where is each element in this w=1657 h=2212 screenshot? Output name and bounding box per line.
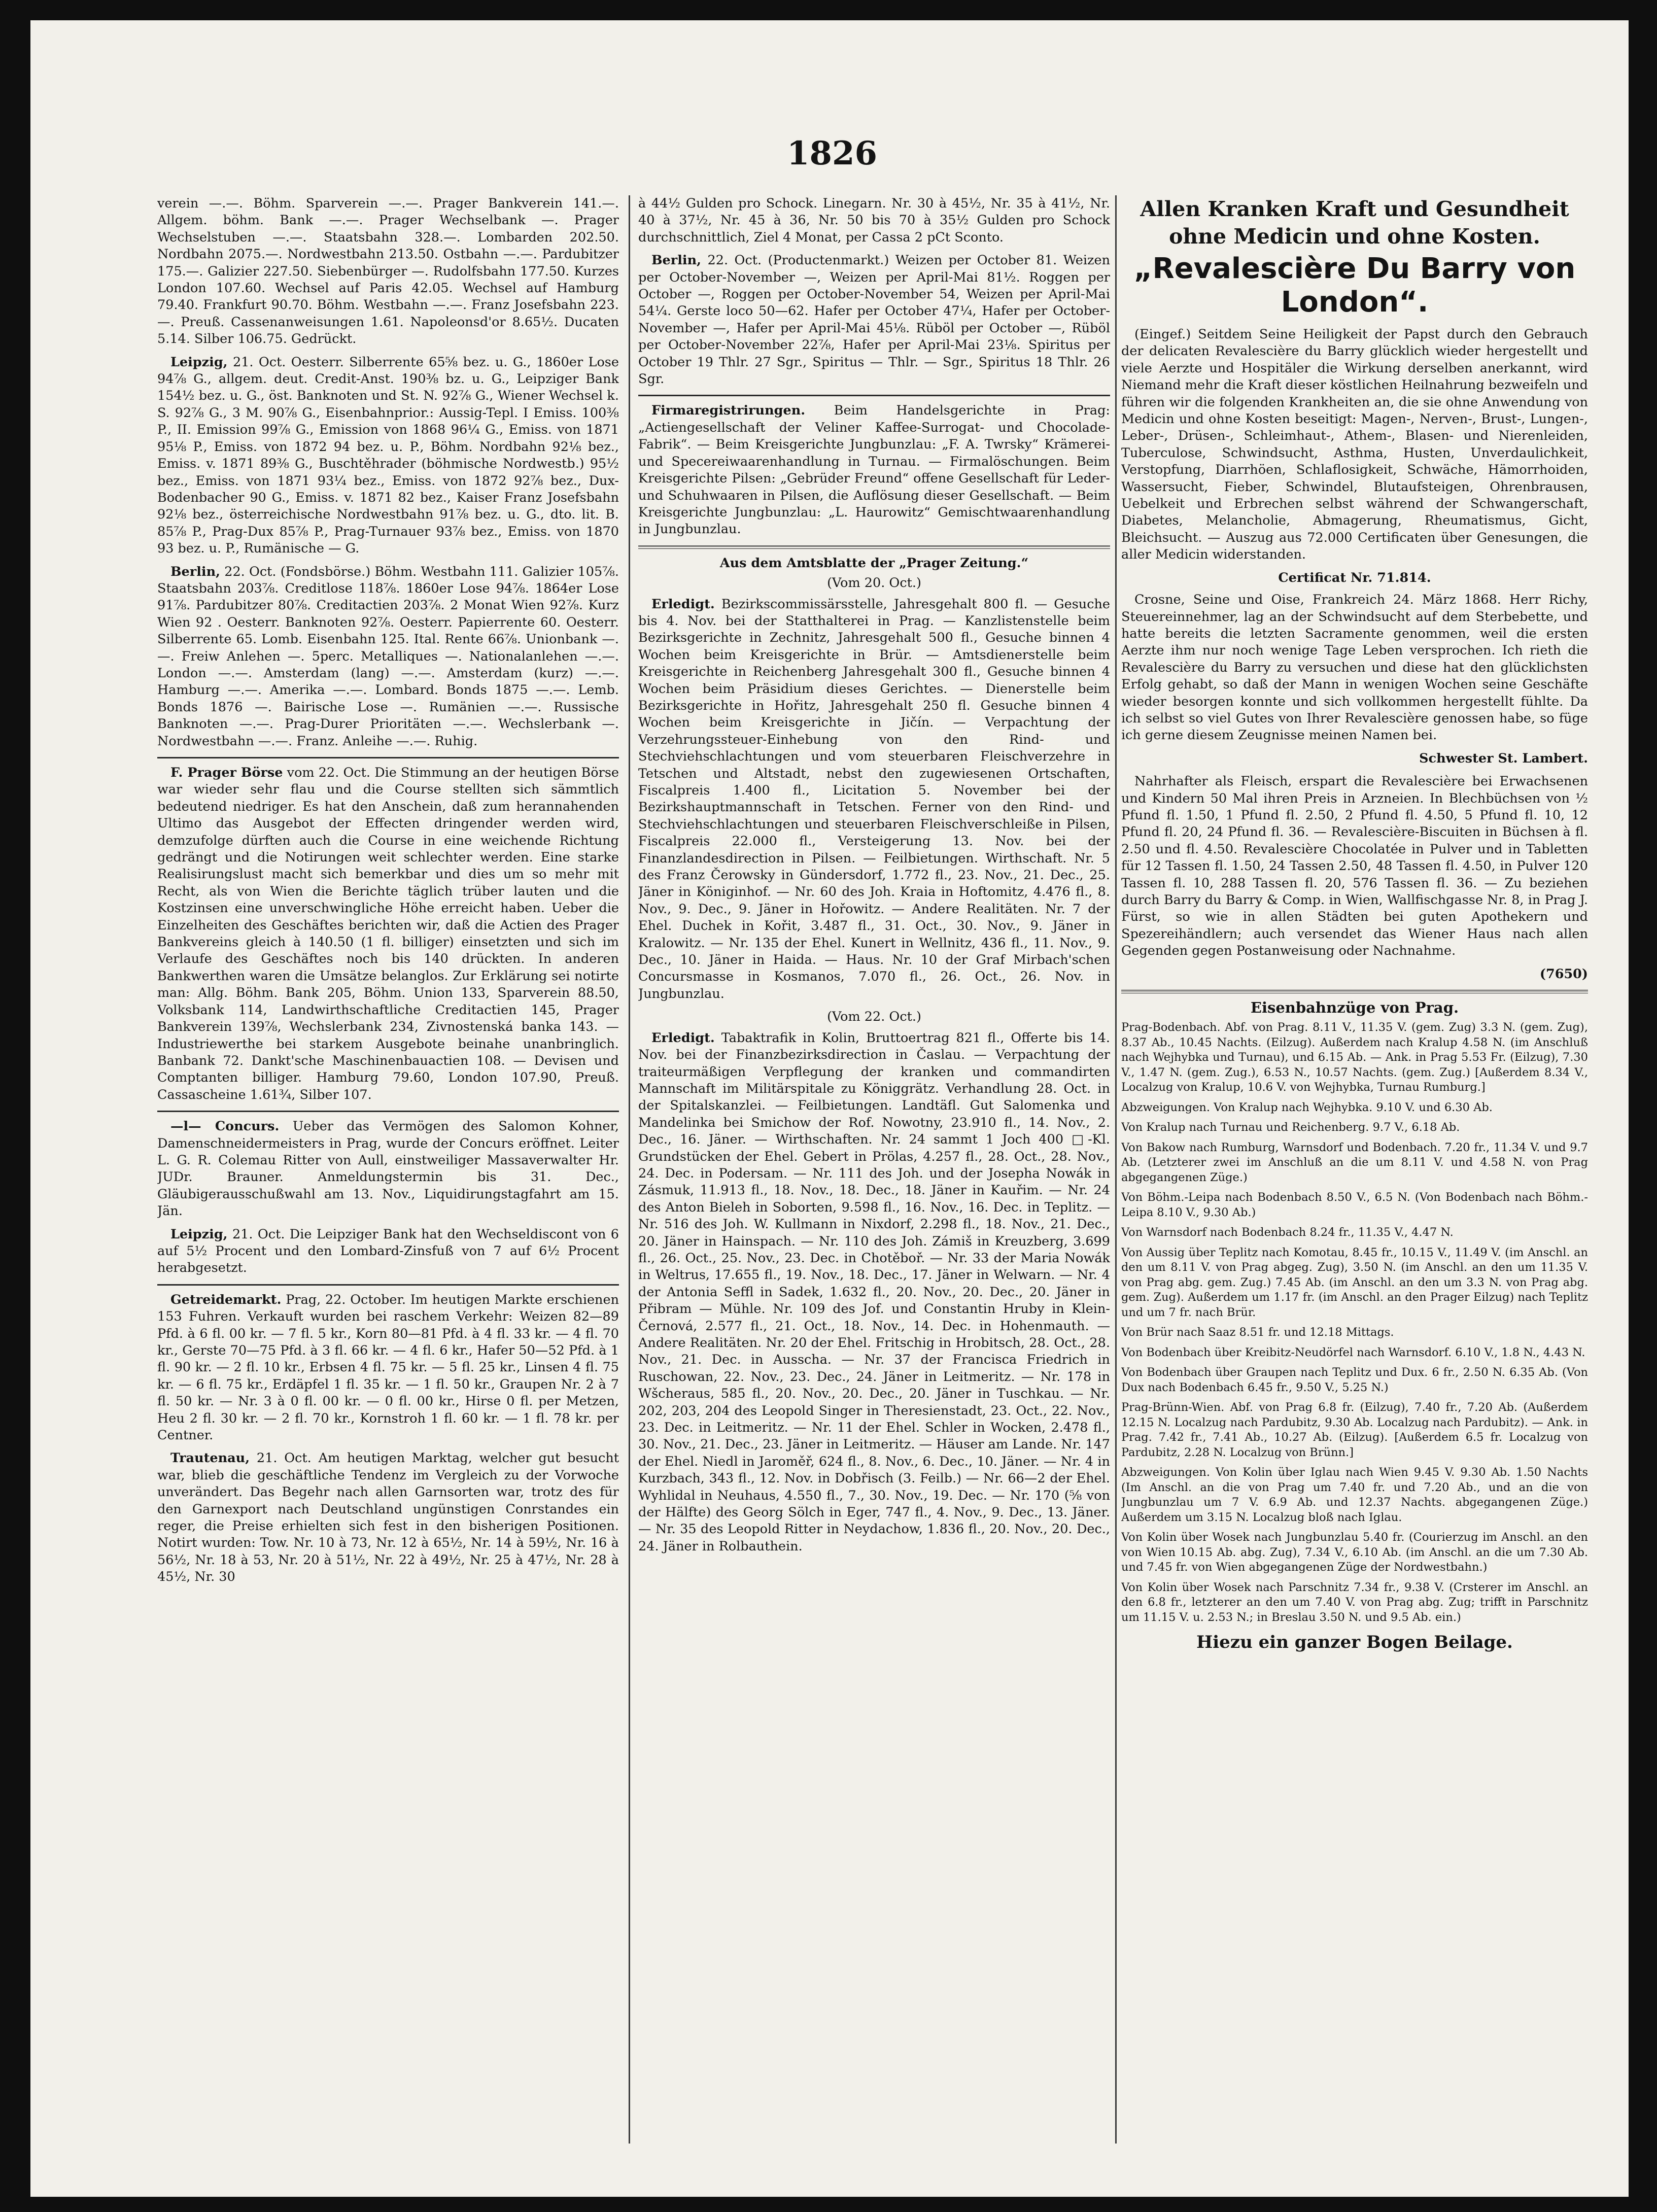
trautenau-text: 21. Oct. Am heutigen Marktag, welcher gut besucht war, blieb die geschäftliche Tendenz im Vergleich zu der Vorwoche unverändert. Das Begehr nach allen Garnsorten war, trotz des für den Garnexport nach Deutschland ungünstigen Conrstandes ein reger, die Preise erhielten sich fest in den bisherigen Positionen. Notirt wurden: Tow. Nr. 10 à 73, Nr. 12 à 65½, Nr. 14 à 59½, Nr. 16 à 56½, Nr. 18 à 53, Nr. 20 à 51½, Nr. 22 à 49½, Nr. 25 à 47½, Nr. 28 à 45½, Nr. 30 bbox=[157, 1450, 619, 1585]
train-line: Von Kralup nach Turnau und Reichenberg. 9.7 V., 6.18 Ab. bbox=[1121, 1121, 1460, 1134]
leipzig2-text: 21. Oct. Die Leipziger Bank hat den Wechseldiscont von 6 auf 5½ Procent und den Lombard-Zinsfuß von 7 auf 6½ Procent herabgesetzt. bbox=[157, 1226, 619, 1276]
page-number: 1826 bbox=[786, 134, 878, 172]
train-line: Von Warnsdorf nach Bodenbach 8.24 fr., 11.35 V., 4.47 N. bbox=[1121, 1226, 1454, 1239]
train-line: Von Bodenbach über Graupen nach Teplitz und Dux. 6 fr., 2.50 N. 6.35 Ab. (Von Dux nach Bodenbach 6.45 fr., 9.50 V., 5.25 N.) bbox=[1121, 1366, 1588, 1394]
advert-brand-title: „Revalescière Du Barry von London“. bbox=[1133, 252, 1576, 319]
official-gazette-heading: Aus dem Amtsblatte der „Prager Zeitung.“ bbox=[719, 555, 1029, 571]
divider bbox=[157, 757, 619, 758]
vienna-exchange-report: verein —.—. Böhm. Sparverein —.—. Prager Bankverein 141.—. Allgem. böhm. Bank —.—. Prager Wechselbank —. Prager Wechselstuben —.—. Staatsbahn 328.—. Lombarden 202.50. Nordbahn 2075.—. Nordwestbahn 213.50. Ostbahn —.—. Pardubitzer 175.—. Galizier 227.50. Siebenbürger —. Rudolfsbahn 177.50. Kurzes London 107.60. Wechsel auf Paris 42.05. Wechsel auf Hamburg 79.40. Frankfurt 90.70. Böhm. Westbahn —.—. Franz Josefsbahn 223.—. Preuß. Cassenanweisungen 1.61. Napoleonsd'or 8.65½. Ducaten 5.14. Silber 106.75. Gedrückt. bbox=[157, 196, 619, 347]
berlin-exchange-report bbox=[157, 564, 619, 750]
advert-prices: Nahrhafter als Fleisch, erspart die Revalescière bei Erwachsenen und Kindern 50 Mal ihren Preis in Arzneien. In Blechbüchsen von ½ Pfund fl. 1.50, 1 Pfund fl. 2.50, 2 Pfund fl. 4.50, 5 Pfund fl. 10, 12 Pfund fl. 20, 24 Pfund fl. 36. — Revalescière-Biscuiten in Büchsen à fl. 2.50 und fl. 4.50. Revalescière Chocolatée in Pulver und in Tabletten für 12 Tassen fl. 1.50, 24 Tassen 2.50, 48 Tassen fl. 4.50, in Pulver 120 Tassen fl. 10, 288 Tassen fl. 20, 576 Tassen fl. 36. — Zu beziehen durch Barry du Barry & Comp. in Wien, Wallfischgasse Nr. 8, in Prag J. Fürst, so wie in allen Städten bei guten Apothekern und Spezereihändlern; auch versendet das Wiener Haus nach allen Gegenden gegen Postanweisung oder Nachnahme. bbox=[1121, 774, 1588, 959]
trautenau-lead: Trautenau, bbox=[170, 1450, 250, 1466]
concurs-lead: —l— Concurs. bbox=[170, 1119, 280, 1134]
berlin-lead: Berlin, bbox=[170, 564, 221, 579]
column-finance bbox=[157, 195, 619, 2144]
advert-certificate-number: Certificat Nr. 71.814. bbox=[1278, 570, 1431, 585]
berlin-produce-report bbox=[638, 252, 1110, 388]
vacancies-lead-1: Erledigt. bbox=[651, 596, 715, 612]
concurs-notice bbox=[157, 1118, 619, 1220]
vacancies-lead-2: Erledigt. bbox=[651, 1030, 715, 1046]
advert-headline: Allen Kranken Kraft und Gesundheit ohne Medicin und ohne Kosten. bbox=[1140, 197, 1569, 249]
firm-text: Beim Handelsgerichte in Prag: „Actiengesellschaft der Veliner Kaffee-Surrogat- und Chocolade-Fabrik“. — Beim Kreisgerichte Jungbunzlau: „F. A. Twrsky“ Krämerei- und Specereiwaarenhandlung in Turnau. — Firmalöschungen. Beim Kreisgerichte Pilsen: „Gebrüder Freund“ offene Gesellschaft für Leder- und Schuhwaaren in Pilsen, die Auflösung dieser Gesellschaft. — Beim Kreisgerichte Jungbunzlau: „L. Haurowitz“ Gemischtwaarenhandlung in Jungbunzlau. bbox=[638, 403, 1110, 537]
grain-lead: Getreidemarkt. bbox=[170, 1292, 282, 1307]
train-line: Abzweigungen. Von Kralup nach Wejhybka. 9.10 V. und 6.30 Ab. bbox=[1121, 1100, 1493, 1114]
concurs-text: Ueber das Vermögen des Salomon Kohner, Damenschneidermeisters in Prag, wurde der Concurs eröffnet. Leiter L. G. R. Colemau Ritter von Aull, einstweiliger Massaverwalter Hr. JUDr. Brauner. Anmeldungstermin bis 31. Dec., Gläubigerausschußwahl am 13. Nov., Liquidirungstagfahrt am 15. Jän. bbox=[157, 1119, 619, 1219]
prague-exchange-report bbox=[157, 765, 619, 1103]
leipzig-exchange-report bbox=[157, 354, 619, 558]
train-line: Prag-Bodenbach. Abf. von Prag. 8.11 V., 11.35 V. (gem. Zug) 3.3 N. (gem. Zug), 8.37 Ab., 10.45 Nachts. (Eilzug). Außerdem nach Kralup 4.58 N. (im Anschluß nach Wejhybka und Turnau), und 6.15 Ab. — Ank. in Prag 5.53 Fr. (Eilzug), 7.30 V., 1.47 N. (gem. Zug.), 6.53 N., 10.57 Nachts. (gem. Zug.) [Außerdem 8.34 V., Localzug von Kralup, 10.6 V. von Wejhybka, Turnau Rumburg.] bbox=[1121, 1021, 1588, 1094]
train-line: Von Brür nach Saaz 8.51 fr. und 12.18 Mittags. bbox=[1121, 1326, 1394, 1339]
column-rule bbox=[629, 195, 630, 2144]
divider bbox=[157, 1284, 619, 1286]
firm-lead: Firmaregistrirungen. bbox=[651, 403, 806, 419]
firm-registrations bbox=[638, 402, 1110, 538]
train-line: Von Aussig über Teplitz nach Komotau, 8.45 fr., 10.15 V., 11.49 V. (im Anschl. an den um 8.11 V. von Prag abgeg. Zug), 3.50 N. (im Anschl. an den um 11.35 V. von Prag abg. gem. Zug.) 7.45 Ab. (im Anschl. an den um 3.3 N. von Prag abg. gem. Zug). Außerdem um 1.17 fr. (im Anschl. an den Prager Eilzug) nach Teplitz und um 7 fr. nach Brür. bbox=[1121, 1246, 1588, 1319]
column-markets-official bbox=[638, 195, 1110, 2144]
prague-text: vom 22. Oct. Die Stimmung an der heutigen Börse war wieder sehr flau und die Course stellten sich sämmtlich bedeutend niedriger. Es hat den Anschein, daß zum herannahenden Ultimo das Ausgebot der Effecten dringender werden wird, demzufolge dürften auch die Course in eine weichende Richtung gedrängt und die Notirungen weit schlechter werden. Eine starke Realisirungslust macht sich bemerkbar und dies um so mehr mit Recht, als von Wien die Berichte täglich trüber lauten und die Kostzinsen eine unverschwingliche Höhe erreicht haben. Ueber die Einzelheiten des Geschäftes berichten wir, daß die Actien des Prager Bankvereins gleich à 140.50 (1 fl. billiger) einsetzten und sich im Verlaufe des Geschäftes noch bis 140 drückten. In anderen Bankwerthen waren die Umsätze belanglos. Zur Erklärung sei notirte man: Allg. Böhm. Bank 205, Böhm. Union 133, Sparverein 88.50, Volksbank 114, Landwirthschaftliche Creditactien 145, Prager Bankverein 139⅞, Wechslerbank 234, Zivnostenská banka 143. — Industriewerthe bei starkem Ausgebote beinahe unanbringlich. Banbank 72. Dankt'sche Maschinenbauactien 108. — Devisen und Comptanten billiger. Hamburg 79.60, London 107.90, Preuß. Cassascheine 1.61¾, Silber 107. bbox=[157, 765, 619, 1102]
linen-yarn-continuation: à 44½ Gulden pro Schock. Linegarn. Nr. 30 à 45½, Nr. 35 à 41½, Nr. 40 à 37½, Nr. 45 à 36, Nr. 50 bis 70 à 35½ Gulden pro Schock durchschnittlich, Ziel 4 Monat, per Cassa 2 pCt Sconto. bbox=[638, 196, 1110, 245]
grain-market-report bbox=[157, 1292, 619, 1444]
vacancies-text-2: Tabaktrafik in Kolin, Bruttoertrag 821 fl., Offerte bis 14. Nov. bei der Finanzbezirksdirection in Časlau. — Verpachtung der traiteurmäßigen Verpflegung der kranken und commandirten Mannschaft im Militärspitale zu Königgrätz. Verhandlung 28. Oct. in der Spitalskanzlei. — Feilbietungen. Landtäfl. Gut Salomenka und Mandelinka bei Smichow der Rof. Nowotny, 23.910 fl., 14. Nov., 2. Dec., 16. Jäner. — Wirthschaften. Nr. 24 sammt 1 Joch 400 □-Kl. Grundstücken der Ehel. Gebert in Prölas, 4.257 fl., 28. Oct., 28. Nov., 24. Dec. in Podersam. — Nr. 111 des Joh. und der Josepha Nowák in Zásmuk, 11.913 fl., 18. Nov., 18. Dec., 18. Jäner in Kauřim. — Nr. 24 des Anton Bieleh in Soborten, 9.598 fl., 16. Nov., 16. Dec. in Teplitz. — Nr. 516 des Joh. W. Kullmann in Nixdorf, 2.298 fl., 18. Nov., 21. Dec., 20. Jäner in Hainspach. — Nr. 110 des Joh. Zámiš in Kreuzberg, 3.699 fl., 26. Oct., 25. Nov., 23. Dec. in Chotěboř. — Nr. 33 der Maria Nowák in Weltrus, 17.655 fl., 19. Nov., 18. Dec., 17. Jäner in Welwarn. — Nr. 4 der Antonia Seffl in Sadek, 1.632 fl., 20. Nov., 20. Dec., 20. Jäner in Přibram — Mühle. Nr. 109 des Jof. und Constantin Hruby in Klein-Černová, 2.577 fl., 21. Oct., 18. Nov., 14. Dec. in Hohenmauth. — Andere Realitäten. Nr. 20 der Ehel. Fritschig in Hrobitsch, 28. Oct., 28. Nov., 21. Dec. in Ausscha. — Nr. 37 der Francisca Friedrich in Ruschowan, 22. Nov., 23. Dec., 24. Jäner in Leitmeritz. — Nr. 178 in Wšcheraus, 585 fl., 20. Nov., 20. Dec., 20. Jäner in Tuschkau. — Nr. 202, 203, 204 des Leopold Singer in Theresienstadt, 23. Oct., 22. Nov., 23. Dec. in Leitmeritz. — Nr. 11 der Ehel. Schler in Wocken, 2.478 fl., 30. Nov., 21. Dec., 23. Jäner in Leitmeritz. — Häuser am Lande. Nr. 147 der Ehel. Niedl in Jaroměř, 624 fl., 8. Nov., 6. Dec., 10. Jäner. — Nr. 4 in Kurzbach, 343 fl., 12. Nov. in Dobřisch (3. Feilb.) — Nr. 66—2 der Ehel. Wyhlidal in Neuhaus, 4.550 fl., 7., 30. Nov., 19. Dec. — Nr. 170 (⅝ von der Hälfte) des Georg Sölch in Eger, 747 fl., 4. Nov., 9. Dec., 13. Jäner. — Nr. 35 des Leopold Ritter in Neydachow, 1.836 fl., 20. Nov., 20. Dec., 24. Jäner in Rolbauthein. bbox=[638, 1030, 1110, 1554]
advert-testimonial: Crosne, Seine und Oise, Frankreich 24. März 1868. Herr Richy, Steuereinnehmer, lag an der Schwindsucht auf dem Sterbebette, und hatte bereits die letzten Sacramente genommen, weil die ersten Aerzte ihm nur noch wenige Tage Leben versprochen. Ich rieth die Revalescière du Barry zu versuchen und diese hat den glücklichsten Erfolg gehabt, so daß der Mann in wenigen Wochen seine Geschäfte wieder besorgen konnte und sich vollkommen hergestellt fühlte. Da ich selbst so viel Gutes von Ihrer Revalescière genossen habe, so füge ich gerne diesem Zeugnisse meinen Namen bei. bbox=[1121, 592, 1588, 743]
gazette-date-1: (Vom 20. Oct.) bbox=[827, 575, 921, 591]
prague-lead: F. Prager Börse bbox=[170, 765, 283, 780]
gazette-date-2: (Vom 22. Oct.) bbox=[827, 1009, 921, 1025]
grain-text: Prag, 22. October. Im heutigen Markte erschienen 153 Fuhren. Verkauft wurden bei raschem Verkehr: Weizen 82—89 Pfd. à 6 fl. 00 kr. — 7 fl. 5 kr., Korn 80—81 Pfd. à 4 fl. 33 kr. — 4 fl. 70 kr., Gerste 70—75 Pfd. à 3 fl. 66 kr. — 4 fl. 6 kr., Hafer 50—52 Pfd. à 1 fl. 90 kr. — 2 fl. 10 kr., Erbsen 4 fl. 75 kr. — 5 fl. 25 kr., Linsen 4 fl. 75 kr. — 6 fl. 75 kr., Erdäpfel 1 fl. 35 kr. — 1 fl. 50 kr., Graupen Nr. 2 à 7 fl. 50 kr. — Nr. 3 à 0 fl. 00 kr. — 0 fl. 00 kr., Hirse 0 fl. per Metzen, Heu 2 fl. 30 kr. — 2 fl. 70 kr., Kornstroh 1 fl. 60 kr. — 1 fl. 78 kr. per Centner. bbox=[157, 1292, 619, 1443]
double-divider bbox=[1121, 990, 1588, 993]
train-line: Von Bakow nach Rumburg, Warnsdorf und Bodenbach. 7.20 fr., 11.34 V. und 9.7 Ab. (Letzterer zwei im Anschluß an die um 8.11 V. und 4.58 N. von Prag abgegangenen Züge.) bbox=[1121, 1140, 1588, 1184]
advert-body-1: (Eingef.) Seitdem Seine Heiligkeit der Papst durch den Gebrauch der delicaten Revalescière du Barry glücklich wieder hergestellt und viele Aerzte und Hospitäler die Wirkung derselben anerkannt, wird Niemand mehr die Kraft dieser köstlichen Heilnahrung bezweifeln und führen wir die folgenden Krankheiten an, die sie ohne Anwendung von Medicin und ohne Kosten beseitigt: Magen-, Nerven-, Brust-, Lungen-, Leber-, Drüsen-, Schleimhaut-, Athem-, Blasen- und Nierenleiden, Tuberculose, Schwindsucht, Asthma, Husten, Unverdaulichkeit, Verstopfung, Diarrhöen, Schlaflosigkeit, Schwäche, Hämorrhoiden, Wassersucht, Fieber, Schwindel, Blutaufsteigen, Ohrenbrausen, Uebelkeit und Erbrechen selbst während der Schwangerschaft, Diabetes, Melancholie, Abmagerung, Rheumatismus, Gicht, Bleichsucht. — Auszug aus 72.000 Certificaten über Genesungen, die aller Medicin widerstanden. bbox=[1121, 327, 1588, 563]
vacancies-notices-1 bbox=[638, 596, 1110, 1003]
vacancies-notices-2 bbox=[638, 1030, 1110, 1556]
train-line: Abzweigungen. Von Kolin über Iglau nach Wien 9.45 V. 9.30 Ab. 1.50 Nachts (Im Anschl. an die von Prag um 7.40 fr. und 7.20 Ab., und an die von Jungbunzlau um 7 V. 6.9 Ab. und 12.37 Nachts. abgegangenen Züge.) Außerdem um 3.15 N. Localzug bloß nach Iglau. bbox=[1121, 1466, 1588, 1524]
train-line: Von Bodenbach über Kreibitz-Neudörfel nach Warnsdorf. 6.10 V., 1.8 N., 4.43 N. bbox=[1121, 1345, 1585, 1359]
supplement-notice: Hiezu ein ganzer Bogen Beilage. bbox=[1196, 1632, 1513, 1653]
train-schedule-heading: Eisenbahnzüge von Prag. bbox=[1250, 999, 1459, 1017]
trautenau-market-report bbox=[157, 1450, 619, 1585]
leipzig-bank-notice bbox=[157, 1226, 619, 1277]
berlin-produce-lead: Berlin, bbox=[651, 253, 702, 268]
column-advert-trains bbox=[1121, 195, 1588, 2144]
leipzig2-lead: Leipzig, bbox=[170, 1226, 228, 1242]
leipzig-text: 21. Oct. Oesterr. Silberrente 65⅝ bez. u. G., 1860er Lose 94⅞ G., allgem. deut. Credit-Anst. 190⅜ bz. u. G., Leipziger Bank 154½ bez. u. G., öst. Banknoten und St. N. 92⅞ G., Wiener Wechsel k. S. 92⅞ G., 3 M. 90⅞ G., Eisenbahnprior.: Aussig-Tepl. I Emiss. 100⅜ P., II. Emission 99⅞ G., Emission von 1868 96¼ G., Emiss. von 1871 95⅛ P., Emiss. von 1872 94 bez. u. P., Böhm. Nordbahn 92⅛ bez., Emiss. v. 1871 89⅜ G., Buschtěhrader (böhmische Nordwestb.) 95½ bez., Emiss. von 1871 93¼ bez., Emiss. von 1872 92⅞ bez., Dux-Bodenbacher 90 G., Emiss. v. 1871 82 bez., Kaiser Franz Josefsbahn 92⅛ bez., österreichische Nordwestbahn 91⅞ bez. u. G., dto. lit. B. 85⅞ P., Prag-Dux 85⅞ P., Prag-Turnauer 93⅞ bez., Emiss. von 1870 93 bez. u. P., Rumänische — G. bbox=[157, 354, 619, 557]
leipzig-lead: Leipzig, bbox=[170, 354, 228, 370]
divider bbox=[157, 1111, 619, 1112]
double-divider bbox=[638, 545, 1110, 549]
divider bbox=[638, 395, 1110, 396]
train-line: Von Kolin über Wosek nach Parschnitz 7.34 fr., 9.38 V. (Crsterer im Anschl. an den 6.8 fr., letzterer an den um 7.40 V. von Prag abg. Zug; trifft in Parschnitz um 11.15 V. u. 2.53 N.; in Breslau 3.50 N. und 9.5 Ab. ein.) bbox=[1121, 1580, 1588, 1624]
newspaper-page bbox=[30, 20, 1629, 2197]
train-line: Prag-Brünn-Wien. Abf. von Prag 6.8 fr. (Eilzug), 7.40 fr., 7.20 Ab. (Außerdem 12.15 N. Localzug nach Pardubitz, 9.30 Ab. Localzug nach Pardubitz). — Ank. in Prag. 7.42 fr., 7.41 Ab., 10.27 Ab. (Eilzug). [Außerdem 6.5 fr. Localzug von Pardubitz, 2.28 N. Localzug von Brünn.] bbox=[1121, 1401, 1588, 1459]
train-line: Von Kolin über Wosek nach Jungbunzlau 5.40 fr. (Courierzug im Anschl. an den von Wien 10.15 Ab. abg. Zug), 7.34 V., 6.10 Ab. (im Anschl. an die um 7.30 Ab. und 7.45 fr. von Wien abgegangenen Züge der Nordwestbahn.) bbox=[1121, 1531, 1588, 1574]
berlin-produce-text: 22. Oct. (Productenmarkt.) Weizen per October 81. Weizen per October-November —, Weizen per April-Mai 81½. Roggen per October —, Roggen per October-November 54, Weizen per April-Mai 54¼. Gerste loco 50—62. Hafer per October 47¼, Hafer per October-November —, Hafer per April-Mai 45⅛. Rüböl per October —, Rüböl per October-November 22⅞, Hafer per April-Mai 23⅛. Spiritus per October 19 Thlr. 27 Sgr., Spiritus — Thlr. — Sgr., Spiritus 18 Thlr. 26 Sgr. bbox=[638, 253, 1110, 387]
column-rule bbox=[1115, 195, 1117, 2144]
vacancies-text-1: Bezirkscommissärsstelle, Jahresgehalt 800 fl. — Gesuche bis 4. Nov. bei der Statthalterei in Prag. — Kanzlistenstelle beim Bezirksgerichte in Zechnitz, Jahresgehalt 500 fl., Gesuche binnen 4 Wochen beim Kreisgerichte in Brür. — Amtsdienerstelle beim Kreisgerichte in Reichenberg Jahresgehalt 300 fl., Gesuche binnen 4 Wochen beim Präsidium dieses Gerichtes. — Dienerstelle beim Bezirksgerichte in Hořitz, Jahresgehalt 250 fl. Gesuche binnen 4 Wochen beim Kreisgerichte in Jičín. — Verpachtung der Verzehrungssteuer-Einhebung von den Rind- und Stechviehschlachtungen und vom steuerbaren Fleischverzehre in Tetschen und Altstadt, nebst den zugewiesenen Ortschaften, Fiscalpreis 1.400 fl., Licitation 5. November bei der Bezirkshauptmannschaft in Tetschen. Ferner von den Rind- und Stechviehschlachtungen und steuerbaren Fleischverschleiße in Pilsen, Fiscalpreis 22.000 fl., Versteigerung 13. Nov. bei der Finanzlandesdirection in Pilsen. — Feilbietungen. Wirthschaft. Nr. 5 des Franz Čerowsky in Gündersdorf, 1.772 fl., 23. Nov., 21. Dec., 25. Jäner in Königinhof. — Nr. 60 des Joh. Kraia in Hoftomitz, 4.476 fl., 8. Nov., 9. Dec., 9. Jäner in Hořowitz. — Andere Realitäten. Nr. 7 der Ehel. Duchek in Kořit, 3.487 fl., 31. Oct., 30. Nov., 9. Jäner in Kralowitz. — Nr. 135 der Ehel. Kunert in Wellnitz, 436 fl., 11. Nov., 9. Dec., 10. Jäner in Haida. — Haus. Nr. 10 der Graf Mirbach'schen Concursmasse in Kosmanos, 7.070 fl., 26. Oct., 26. Nov. in Jungbunzlau. bbox=[638, 596, 1110, 1001]
advert-signature: Schwester St. Lambert. bbox=[1419, 750, 1588, 766]
berlin-text: 22. Oct. (Fondsbörse.) Böhm. Westbahn 111. Galizier 105⅞. Staatsbahn 203⅞. Creditlose 118⅞. 1860er Lose 94⅞. 1864er Lose 91⅞. Pardubitzer 80⅞. Creditactien 203⅞. 2 Monat Wien 92⅞. Kurz Wien 92 . Oesterr. Banknoten 92⅞. Oesterr. Papierrente 60. Oesterr. Silberrente 65. Lomb. Eisenbahn 125. Ital. Rente 66⅞. Unionbank —.—. Freiw Anlehen —. 5perc. Metalliques —. Nationalanlehen —.—. London —.—. Amsterdam (lang) —.—. Amsterdam (kurz) —.—. Hamburg —.—. Amerika —.—. Lombard. Bonds 1875 —.—. Lemb. Bonds 1876 —. Bairische Lose —. Rumänien —.—. Russische Banknoten —.—. Prag-Durer Prioritäten —.—. Wechslerbank —. Nordwestbahn —.—. Franz. Anleihe —.—. Ruhig. bbox=[157, 564, 619, 749]
train-line: Von Böhm.-Leipa nach Bodenbach 8.50 V., 6.5 N. (Von Bodenbach nach Böhm.-Leipa 8.10 V., 9.30 Ab.) bbox=[1121, 1191, 1588, 1219]
advert-reference-number: (7650) bbox=[1539, 966, 1588, 982]
